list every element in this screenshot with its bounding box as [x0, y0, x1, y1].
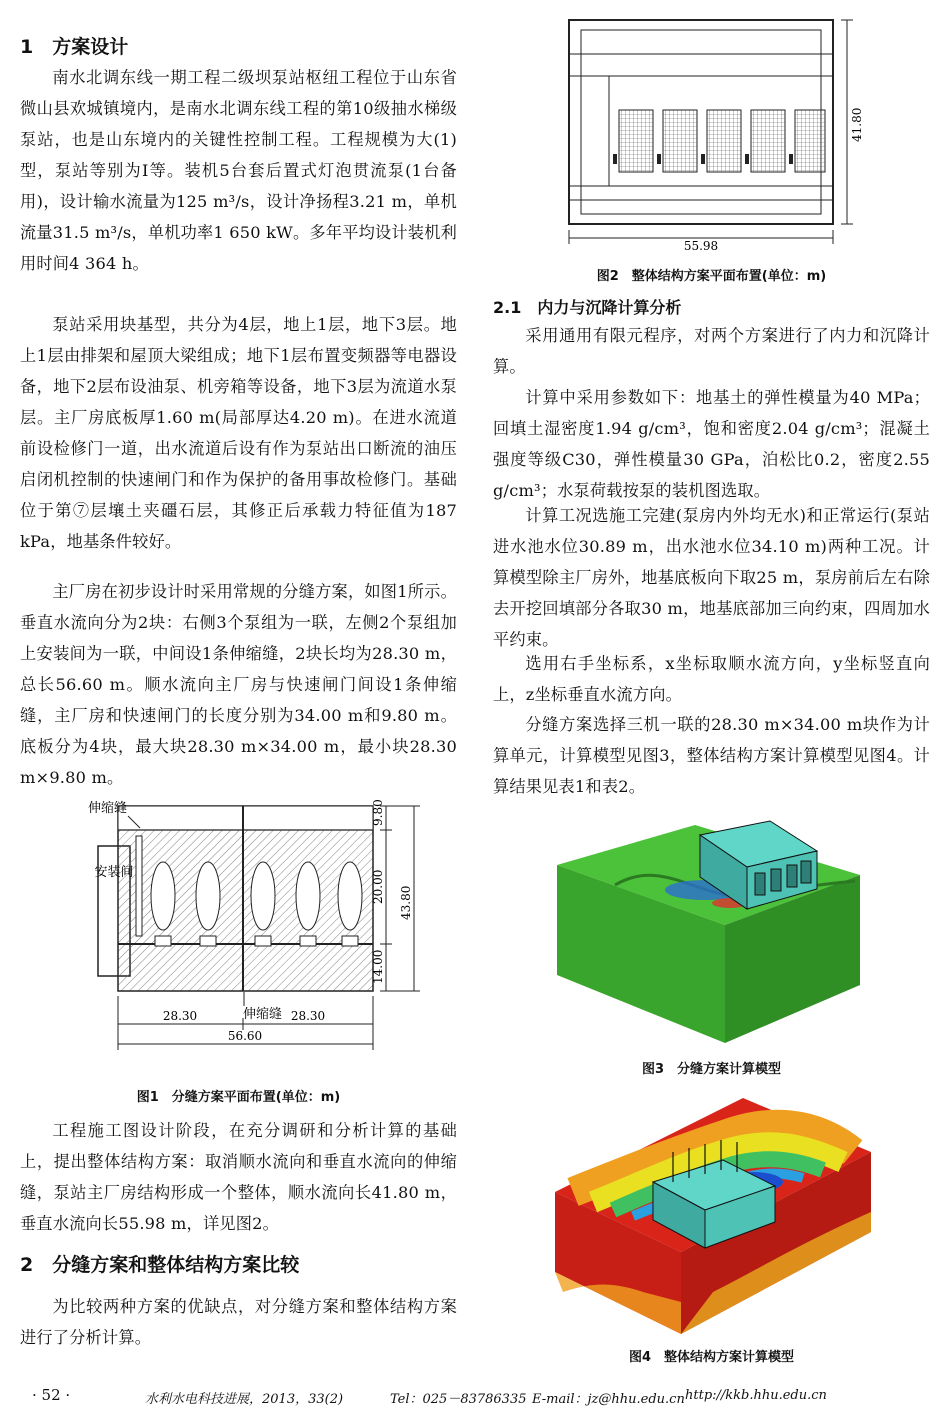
joint-label-bottom: 伸缩缝	[243, 1007, 283, 1022]
journal-citation: 水利水电科技进展，2013，33(2)	[145, 1392, 344, 1407]
figure-1-caption: 图1 分缝方案平面布置(单位：m)	[136, 1090, 341, 1105]
dim-980: 9.80	[371, 799, 385, 826]
dim-4380: 43.80	[399, 885, 413, 920]
figure-4-caption: 图4 整体结构方案计算模型	[628, 1350, 795, 1365]
dim-height: 41.80	[850, 107, 864, 142]
install-room-label: 安装间	[94, 865, 134, 880]
footer-url[interactable]: http://kkb.hhu.edu.cn	[685, 1388, 827, 1403]
dim-1400: 14.00	[371, 949, 385, 984]
figure-2-caption: 图2 整体结构方案平面布置(单位：m)	[596, 269, 827, 284]
section-2-heading: 2 分缝方案和整体结构方案比较	[20, 1254, 300, 1276]
paragraph: 泵站采用块基型，共分为4层，地上1层，地下3层。地上1层由排架和屋顶大梁组成；地下1层布置变频器等电器设备，地下2层布设油泵、机旁箱等设备，地下3层为流道水泵层。主厂房底板厚1.60 m(局部厚达4.20 m)。在进水流道前设检修门一道，出水流道后设有作为泵站出口断流的油压启闭机控制的快速闸门和作为保护的备用事故检修门。基础位于第⑦层壤土夹礓石层，其修正后承载力特征值为187 kPa，地基条件较好。	[20, 315, 457, 551]
paragraph: 工程施工图设计阶段，在充分调研和分析计算的基础上，提出整体结构方案：取消顺水流向和垂直水流向的伸缩缝，泵站主厂房结构形成一个整体，顺水流向长41.80 m，垂直水流向长55.98 m，详见图2。	[20, 1121, 457, 1233]
dim-2830-right: 28.30	[290, 1009, 326, 1023]
figure-4	[553, 1092, 873, 1337]
figure-3	[555, 815, 865, 1045]
joint-label-top: 伸缩缝	[88, 801, 128, 816]
paragraph: 为比较两种方案的优缺点，对分缝方案和整体结构方案进行了分析计算。	[20, 1297, 457, 1347]
figure-3-caption: 图3 分缝方案计算模型	[641, 1062, 782, 1077]
figure-3-model	[555, 815, 865, 1045]
dim-2830-left: 28.30	[162, 1009, 198, 1023]
paragraph: 分缝方案选择三机一联的28.30 m×34.00 m块作为计算单元，计算模型见图3，整体结构方案计算模型见图4。计算结果见表1和表2。	[493, 715, 930, 796]
dim-width: 55.98	[683, 239, 719, 253]
paragraph: 采用通用有限元程序，对两个方案进行了内力和沉降计算。	[493, 326, 930, 376]
paragraph: 计算工况选施工完建(泵房内外均无水)和正常运行(泵站进水池水位30.89 m，出水池水位34.10 m)两种工况。计算模型除主厂房外，地基底板向下取25 m，泵房前后左右除去开挖回填部分各取30 m，地基底部加三向约束，四周加水平约束。	[493, 506, 930, 649]
figure-4-model	[553, 1092, 873, 1337]
section-1-heading: 1 方案设计	[20, 36, 129, 58]
figure-1-drawing	[78, 796, 438, 1064]
paragraph: 计算中采用参数如下：地基土的弹性模量为40 MPa；回填土湿密度1.94 g/cm³，饱和密度2.04 g/cm³；混凝土强度等级C30，弹性模量30 GPa，泊松比0.2，密度2.55 g/cm³；水泵荷载按泵的装机图选取。	[493, 388, 930, 500]
paragraph: 南水北调东线一期工程二级坝泵站枢纽工程位于山东省微山县欢城镇境内，是南水北调东线工程的第10级抽水梯级泵站，也是山东境内的关键性控制工程。工程规模为大(1)型，泵站等别为Ⅰ等。装机5台套后置式灯泡贯流泵(1台备用)，设计输水流量为125 m³/s，设计净扬程3.21 m，单机流量31.5 m³/s，单机功率1 650 kW。多年平均设计装机利用时间4 364 h。	[20, 68, 457, 273]
paragraph: 主厂房在初步设计时采用常规的分缝方案，如图1所示。垂直水流向分为2块：右侧3个泵组为一联，左侧2个泵组加上安装间为一联，中间设1条伸缩缝，2块长均为28.30 m，总长56.60 m。顺水流向主厂房与快速闸门间设1条伸缩缝，主厂房和快速闸门的长度分别为34.00 m和9.80 m。底板分为4块，最大块28.30 m×34.00 m，最小块28.30 m×9.80 m。	[20, 582, 457, 787]
dim-5660: 56.60	[227, 1029, 263, 1043]
page-number: · 52 ·	[32, 1386, 71, 1404]
section-2-1-heading: 2.1 内力与沉降计算分析	[493, 298, 682, 317]
dim-2000: 20.00	[371, 869, 385, 904]
figure-2	[561, 14, 871, 254]
figure-1	[78, 796, 438, 1064]
paragraph: 选用右手坐标系，x坐标取顺水流方向，y坐标竖直向上，z坐标垂直水流方向。	[493, 654, 930, 704]
figure-2-drawing	[561, 14, 871, 254]
footer-tel: Tel：025－83786335	[390, 1392, 527, 1407]
footer-email[interactable]: E-mail：jz@hhu.edu.cn	[532, 1392, 685, 1407]
